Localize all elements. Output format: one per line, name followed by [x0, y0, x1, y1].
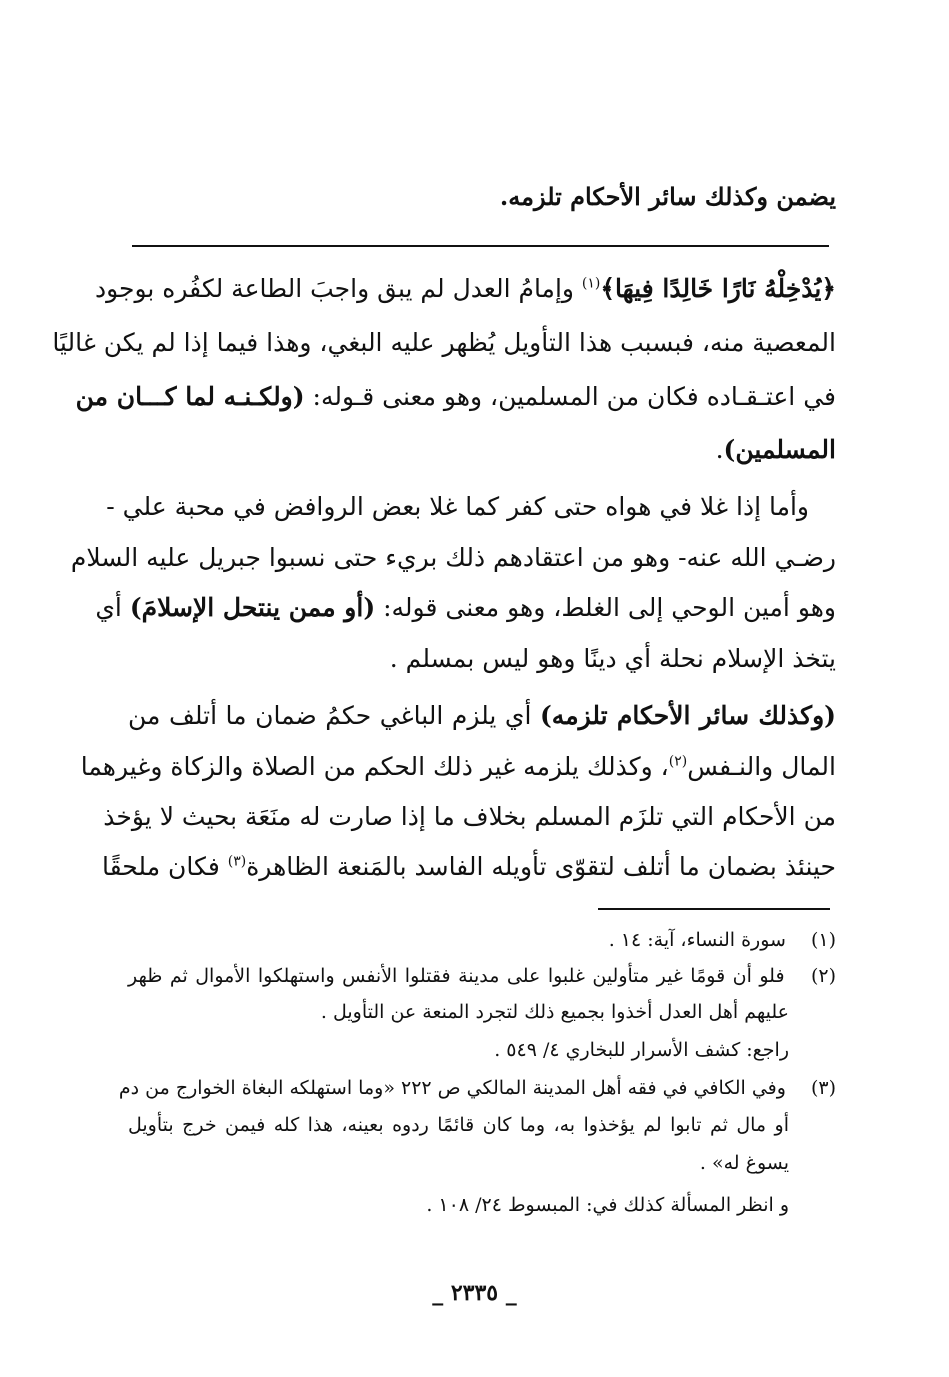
body-line [128, 433, 836, 467]
footnote-number: (٣) [810, 1077, 836, 1099]
body-line [94, 272, 836, 306]
body-line [102, 850, 836, 884]
text-run: حينئذ بضمان ما أتلف لتقوّى تأويله الفاسد بالمَنعة الظاهرة [246, 852, 836, 881]
text-run: فكان ملحقًا [102, 852, 228, 881]
footnote-3 [118, 1073, 836, 1103]
footnote-1 [128, 925, 836, 955]
body-line: وأما إذا غلا في هواه حتى كفر كما غلا بعض الروافض في محبة علي - [106, 492, 809, 521]
text-run: في اعتـقـاده فكان من المسلمين، وهو معنى قـوله: [304, 382, 836, 411]
footnote-line: يسوغ له» . [699, 1152, 789, 1174]
footnote-text: وفي الكافي في فقه أهل المدينة المالكي ص ٢٢٢ «وما استهلكه البغاة الخوارج من دم [118, 1077, 786, 1099]
footnote-line: راجع: كشف الأسرار للبخاري ٤/ ٥٤٩ . [494, 1039, 789, 1061]
body-line [128, 699, 836, 733]
text-run: أي يلزم الباغي حكمُ ضمان ما أتلف من [128, 701, 540, 730]
footnote-ref: (٣) [227, 853, 247, 870]
body-line [75, 380, 836, 414]
text-run: ، وكذلك يلزمه غير ذلك الحكم من الصلاة والزكاة وغيرهما [80, 752, 669, 781]
footnote-number: (٢) [810, 965, 836, 987]
footnote-ref: (٢) [668, 753, 688, 770]
matn-quote: المسلمين) [723, 435, 836, 464]
footnote-ref: (١) [581, 275, 601, 292]
footnote-line: عليهم أهل العدل أخذوا بجميع ذلك لتجرد المنعة عن التأويل . [320, 1001, 789, 1023]
footnote-divider [598, 908, 830, 910]
footnote-line: و انظر المسألة كذلك في: المبسوط ٢٤/ ١٠٨ . [426, 1194, 789, 1216]
quran-quote: ﴿يُدْخِلْهُ نَارًا خَالِدًا فِيهَا﴾ [600, 274, 836, 303]
text-run: . [715, 435, 724, 464]
header-line: يضمن وكذلك سائر الأحكام تلزمه. [499, 182, 836, 211]
header-divider [132, 245, 829, 247]
text-run: أي [95, 593, 130, 622]
footnote-number: (١) [810, 929, 836, 951]
matn-quote: (أو ممن ينتحل الإسلامَ) [129, 593, 376, 622]
text-run: وإمامُ العدل لم يبق واجبَ الطاعة لكفُره بوجود [94, 274, 582, 303]
footnote-line: أو مال ثم تابوا لم يؤخذوا به، وما كان قائمًا ردوه بعينه، هذا كله فيمن خرج بتأويل [128, 1114, 789, 1136]
body-line [80, 750, 836, 784]
body-line: من الأحكام التي تلزَم المسلم بخلاف ما إذا صارت له منَعَة بحيث لا يؤخذ [103, 802, 836, 831]
footnote-2 [128, 961, 836, 991]
text-run: المال والنـفس [687, 752, 836, 781]
text-run: وهو أمين الوحي إلى الغلط، وهو معنى قوله: [375, 593, 836, 622]
page-number: _ ٢٣٣٥ _ [432, 1280, 517, 1306]
footnote-text: سورة النساء، آية: ١٤ . [608, 929, 786, 951]
body-line [95, 591, 836, 625]
body-line: يتخذ الإسلام نحلة أي دينًا وهو ليس بمسلم . [389, 644, 836, 673]
matn-quote: (ولكـنـه لما كـــان من [75, 382, 305, 411]
matn-quote: (وكذلك سائر الأحكام تلزمه) [539, 701, 836, 730]
footnote-text: فلو أن قومًا غير متأولين غلبوا على مدينة فقتلوا الأنفس واستهلكوا الأموال ثم ظهر [128, 965, 785, 987]
body-line: رضـي الله عنه- وهو من اعتقادهم ذلك بريء حتى نسبوا جبريل عليه السلام [70, 543, 836, 572]
body-line: المعصية منه، فبسبب هذا التأويل يُظهر عليه البغي، وهذا فيما إذا لم يكن غاليًا [52, 328, 836, 357]
